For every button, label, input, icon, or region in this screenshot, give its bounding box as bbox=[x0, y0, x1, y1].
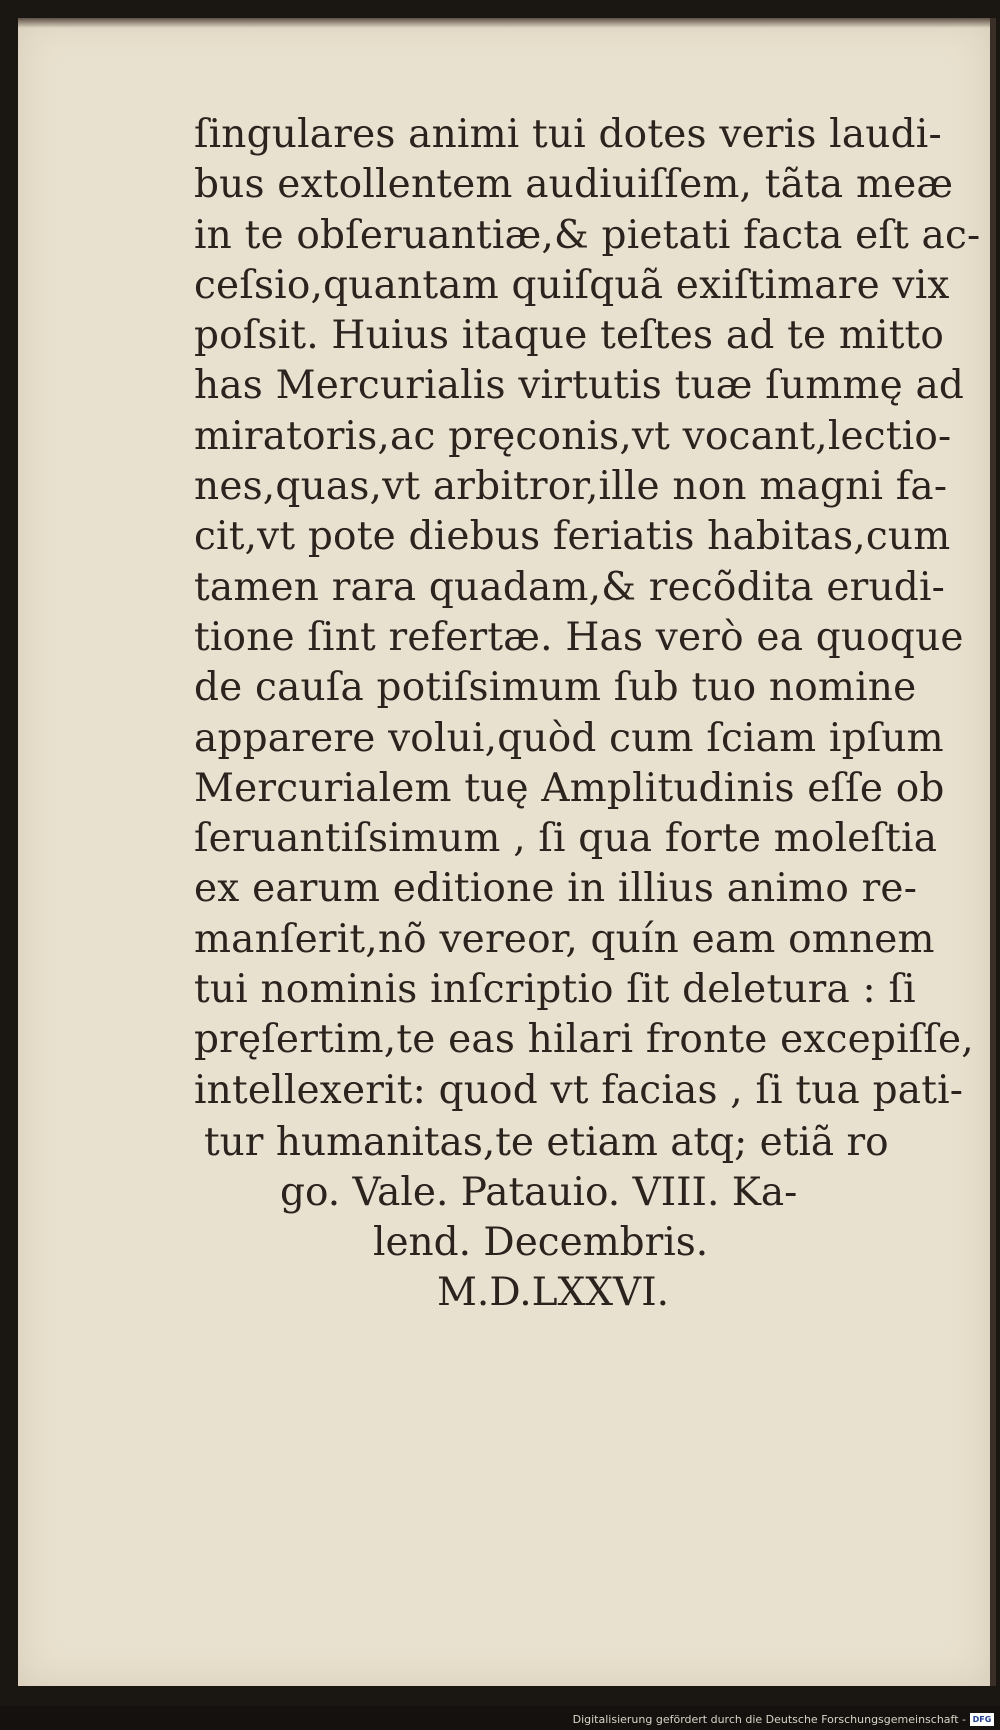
text-line: nes,quas,vt arbitror,ille non magni fa- bbox=[194, 464, 948, 510]
text-line: intellexerit: quod vt facias , ſi tua pati- bbox=[194, 1067, 964, 1113]
closing-line: lend. Decembris. bbox=[373, 1220, 709, 1265]
closing-line: tur humanitas,te etiam atq; etiã ro bbox=[204, 1120, 889, 1165]
text-line: cit,vt pote diebus feriatis habitas,cum bbox=[194, 514, 951, 560]
page-edge-shadow bbox=[18, 18, 990, 28]
text-line: ceſsio,quantam quiſquã exiſtimare vix bbox=[194, 262, 950, 308]
dfg-logo-icon: DFG bbox=[970, 1713, 994, 1726]
text-line: ex earum editione in illius animo re- bbox=[194, 866, 918, 912]
footer-bar bbox=[0, 1706, 1000, 1730]
date-line: M.D.LXXVI. bbox=[437, 1270, 670, 1315]
text-line: miratoris,ac pręconis,vt vocant,lectio- bbox=[194, 413, 952, 459]
text-line: apparere volui,quòd cum ſciam ipſum bbox=[194, 715, 944, 761]
text-line: ſingulares animi tui dotes veris laudi- bbox=[194, 112, 942, 157]
text-line: tamen rara quadam,& recõdita erudi- bbox=[194, 564, 945, 610]
text-line: in te obſeruantiæ,& pietati facta eſt ac- bbox=[194, 212, 981, 258]
text-line: poſsit. Huius itaque teſtes ad te mitto bbox=[194, 313, 945, 359]
text-line: bus extollentem audiuiſſem, tãta meæ bbox=[194, 162, 954, 208]
text-line: pręſertim,te eas hilari fronte excepiſſe, bbox=[194, 1017, 974, 1063]
book-page bbox=[18, 18, 996, 1686]
text-line: tione ſint refertæ. Has verò ea quoque bbox=[194, 614, 964, 660]
text-line: manſerit,nõ vereor, quín eam omnem bbox=[194, 916, 935, 962]
text-line: Mercurialem tuę Amplitudinis eſſe ob bbox=[194, 765, 945, 811]
text-line: ſeruantiſsimum , ſi qua forte moleſtia bbox=[194, 816, 938, 862]
body-text bbox=[194, 110, 981, 1116]
closing-line: go. Vale. Patauio. VIII. Ka- bbox=[280, 1170, 798, 1215]
text-line: de cauſa potiſsimum ſub tuo nomine bbox=[194, 665, 917, 711]
text-line: tui nominis inſcriptio ſit deletura : ſi bbox=[194, 967, 916, 1013]
digitization-credit: Digitalisierung gefördert durch die Deutsche Forschungsgemeinschaft - bbox=[572, 1713, 966, 1726]
text-line: has Mercurialis virtutis tuæ ſummę ad bbox=[194, 363, 965, 409]
